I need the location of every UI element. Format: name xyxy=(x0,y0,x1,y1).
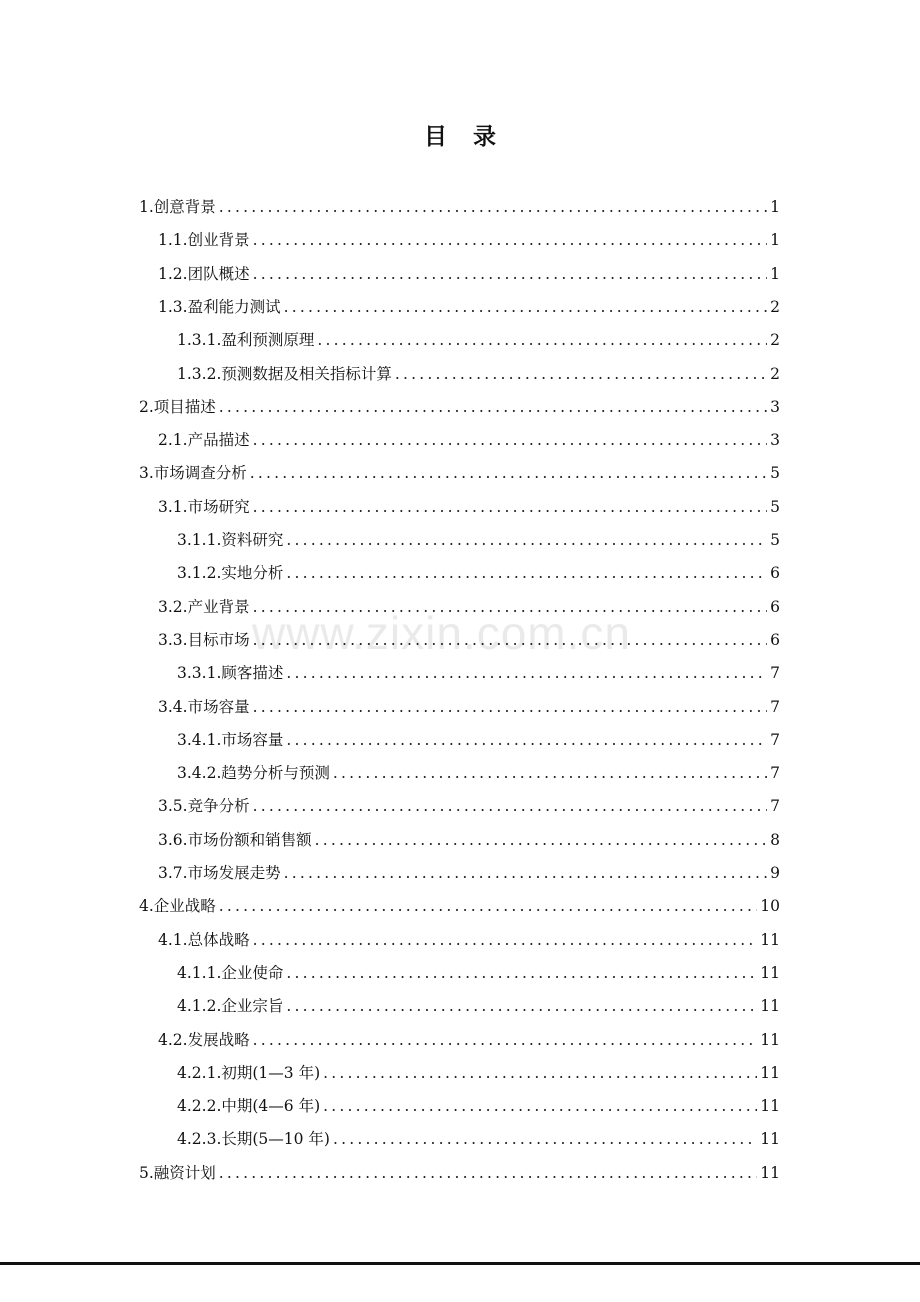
toc-dot-leader xyxy=(253,692,768,722)
toc-entry[interactable] xyxy=(177,525,780,555)
watermark: www.zixin.com.cn xyxy=(252,607,631,659)
toc-entry-label: 3.5.竞争分析 xyxy=(158,797,250,816)
toc-dot-leader xyxy=(286,991,757,1021)
toc-page-number: 1 xyxy=(770,198,780,216)
toc-dot-leader xyxy=(315,825,768,855)
toc-page-number: 11 xyxy=(760,1063,780,1082)
toc-entry-label: 3.3.目标市场 xyxy=(158,630,250,649)
toc-dot-leader xyxy=(219,392,767,422)
toc-entry[interactable] xyxy=(158,692,780,722)
toc-entry-label: 1.1.创业背景 xyxy=(158,231,250,250)
toc-page-number: 6 xyxy=(770,564,780,583)
toc-entry-label: 1.创意背景 xyxy=(139,198,216,216)
toc-entry-label: 4.2.发展战略 xyxy=(158,1030,250,1049)
toc-dot-leader xyxy=(286,725,767,755)
toc-page-number: 3 xyxy=(770,431,780,450)
toc-title-char-1: 目 xyxy=(424,123,447,150)
toc-entry[interactable] xyxy=(177,359,780,389)
toc-entry-label: 4.1.2.企业宗旨 xyxy=(177,997,284,1016)
toc-entry[interactable] xyxy=(139,192,780,222)
toc-page-number: 11 xyxy=(760,1030,780,1049)
toc-entry-label: 2.项目描述 xyxy=(139,397,216,416)
toc-page-number: 7 xyxy=(770,730,780,749)
toc-entry[interactable] xyxy=(177,991,780,1021)
bottom-rule xyxy=(0,1262,920,1265)
toc-page-number: 11 xyxy=(760,1163,780,1182)
toc-entry-label: 3.1.2.实地分析 xyxy=(177,564,284,583)
toc-entry[interactable] xyxy=(177,1124,780,1154)
toc-dot-leader xyxy=(333,1124,757,1154)
toc-entry-label: 4.1.总体战略 xyxy=(158,930,250,949)
toc-page-number: 6 xyxy=(770,597,780,616)
toc-page-number: 1 xyxy=(770,264,780,283)
toc-page-number: 2 xyxy=(770,297,780,316)
toc-dot-leader xyxy=(284,292,768,322)
toc-entry-label: 1.3.2.预测数据及相关指标计算 xyxy=(177,364,392,383)
toc-page-number: 10 xyxy=(760,897,780,916)
toc-dot-leader xyxy=(253,592,768,622)
toc-entry[interactable] xyxy=(177,325,780,355)
toc-page-number: 7 xyxy=(770,664,780,683)
toc-page-number: 6 xyxy=(770,630,780,649)
toc-dot-leader xyxy=(286,658,767,688)
toc-entry-label: 3.4.市场容量 xyxy=(158,697,250,716)
toc-entry-label: 4.2.1.初期(1—3 年) xyxy=(177,1063,321,1082)
toc-entry-label: 3.1.1.资料研究 xyxy=(177,531,284,549)
toc-dot-leader xyxy=(219,891,757,921)
toc-page-number: 11 xyxy=(760,930,780,949)
toc-entry-label: 3.4.1.市场容量 xyxy=(177,730,284,749)
toc-entry[interactable] xyxy=(158,625,780,655)
toc-title xyxy=(0,118,920,151)
toc-entry-label: 3.6.市场份额和销售额 xyxy=(158,830,312,849)
toc-dot-leader xyxy=(323,1058,757,1088)
toc-dot-leader xyxy=(250,458,767,488)
toc-dot-leader xyxy=(395,359,767,389)
toc-page-number: 2 xyxy=(770,364,780,383)
toc-entry-label: 4.2.3.长期(5—10 年) xyxy=(177,1130,330,1149)
toc-dot-leader xyxy=(253,625,768,655)
toc-dot-leader xyxy=(253,925,758,955)
toc-title-char-2: 录 xyxy=(473,123,496,150)
toc-entry[interactable] xyxy=(158,1025,780,1055)
toc-entry[interactable] xyxy=(139,392,780,422)
toc-page-number: 5 xyxy=(770,464,780,483)
toc-entry[interactable] xyxy=(158,858,780,888)
toc-entry[interactable] xyxy=(139,1158,780,1188)
toc-entry[interactable] xyxy=(158,292,780,322)
toc-entry-label: 4.企业战略 xyxy=(139,897,216,916)
toc-entry[interactable] xyxy=(177,1058,780,1088)
toc-entry[interactable] xyxy=(158,791,780,821)
toc-page-number: 7 xyxy=(770,797,780,816)
toc-entry-label: 3.7.市场发展走势 xyxy=(158,864,281,882)
toc-entry-label: 4.1.1.企业使命 xyxy=(177,963,284,982)
toc-page-number: 7 xyxy=(770,764,780,783)
toc-entry[interactable] xyxy=(158,592,780,622)
toc-entry[interactable] xyxy=(139,458,780,488)
toc-dot-leader xyxy=(253,425,768,455)
toc-entry[interactable] xyxy=(158,425,780,455)
toc-entry[interactable] xyxy=(158,825,780,855)
toc-dot-leader xyxy=(323,1091,757,1121)
toc-entry-label: 3.3.1.顾客描述 xyxy=(177,664,284,683)
toc-page-number: 11 xyxy=(760,997,780,1016)
toc-entry[interactable] xyxy=(158,259,780,289)
toc-page-number: 7 xyxy=(770,697,780,716)
toc-dot-leader xyxy=(253,259,768,289)
toc-dot-leader xyxy=(333,758,767,788)
toc-page-number: 11 xyxy=(760,1097,780,1116)
toc-entry[interactable] xyxy=(158,492,780,522)
toc-page-number: 9 xyxy=(770,864,780,882)
toc-entry-label: 3.2.产业背景 xyxy=(158,597,250,616)
toc-entry-label: 3.市场调查分析 xyxy=(139,464,247,483)
toc-entry[interactable] xyxy=(177,958,780,988)
toc-dot-leader xyxy=(317,325,767,355)
toc-entry[interactable] xyxy=(177,725,780,755)
toc-entry-label: 1.2.团队概述 xyxy=(158,264,250,283)
toc-page-number: 1 xyxy=(770,231,780,250)
toc-entry-label: 2.1.产品描述 xyxy=(158,431,250,450)
toc-page-number: 5 xyxy=(770,531,780,549)
toc-dot-leader xyxy=(286,525,767,555)
toc-entry[interactable] xyxy=(177,1091,780,1121)
toc-entry[interactable] xyxy=(139,891,780,921)
toc-dot-leader xyxy=(253,492,768,522)
toc-page-number: 11 xyxy=(760,1130,780,1149)
toc-entry-label: 5.融资计划 xyxy=(139,1163,216,1182)
toc-page-number: 11 xyxy=(760,963,780,982)
toc-entry-label: 3.1.市场研究 xyxy=(158,497,250,516)
toc-dot-leader xyxy=(253,791,768,821)
toc-entry-label: 4.2.2.中期(4—6 年) xyxy=(177,1097,321,1116)
toc-entry-label: 1.3.盈利能力测试 xyxy=(158,297,281,316)
toc-entry[interactable] xyxy=(177,758,780,788)
toc-dot-leader xyxy=(219,192,767,222)
toc-entry[interactable] xyxy=(177,658,780,688)
toc-dot-leader xyxy=(286,958,757,988)
toc-page-number: 8 xyxy=(770,830,780,849)
toc-dot-leader xyxy=(253,1025,758,1055)
toc-dot-leader xyxy=(253,225,768,255)
toc-entry[interactable] xyxy=(158,925,780,955)
toc-entry[interactable] xyxy=(158,225,780,255)
toc-page-number: 5 xyxy=(770,497,780,516)
toc-entry-label: 3.4.2.趋势分析与预测 xyxy=(177,764,330,783)
toc-entry[interactable] xyxy=(177,558,780,588)
toc-page-number: 2 xyxy=(770,331,780,350)
toc-dot-leader xyxy=(219,1158,757,1188)
toc-page-number: 3 xyxy=(770,397,780,416)
toc-dot-leader xyxy=(284,858,768,888)
toc-entry-label: 1.3.1.盈利预测原理 xyxy=(177,331,315,350)
toc-dot-leader xyxy=(286,558,767,588)
